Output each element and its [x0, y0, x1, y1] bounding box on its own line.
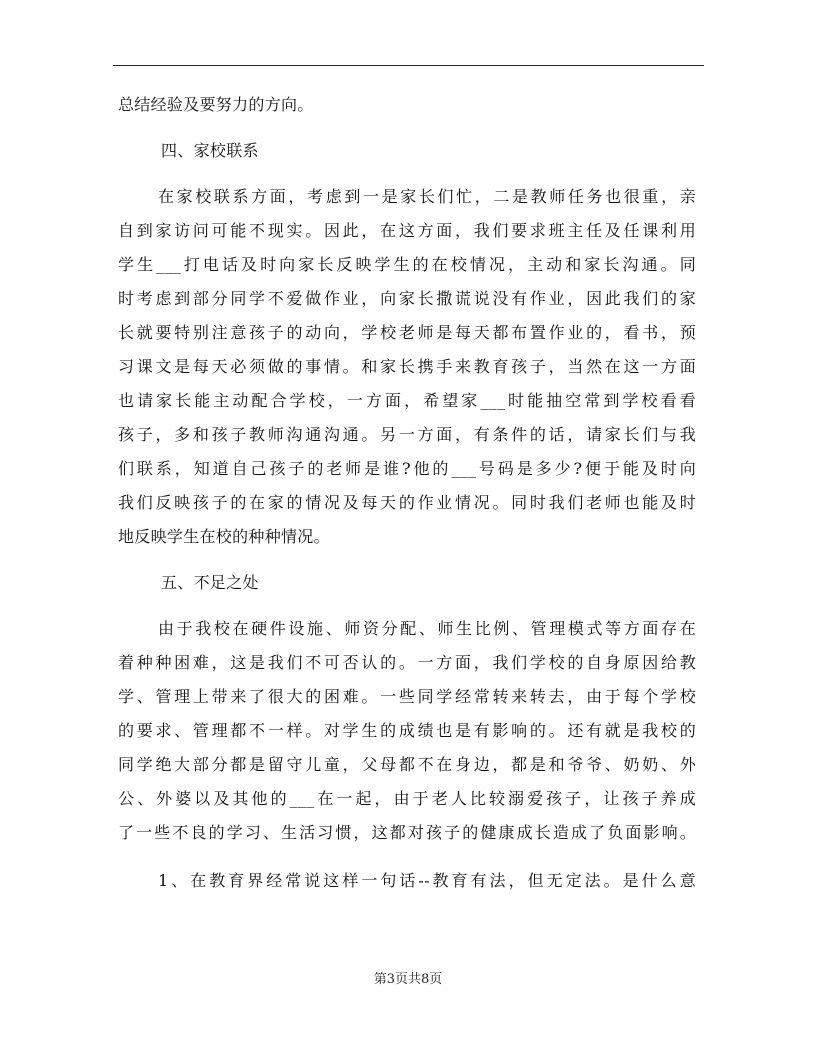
paragraph-line: 们联系，知道自己孩子的老师是谁?他的___号码是多少?便于能及时向	[118, 459, 696, 478]
paragraph-line: 也请家长能主动配合学校，一方面，希望家___时能抽空常到学校看看	[118, 391, 696, 410]
paragraph-line: 地反映学生在校的种种情况。	[118, 527, 330, 546]
paragraph-line: 着种种困难，这是我们不可否认的。一方面，我们学校的自身原因给教	[118, 653, 696, 672]
paragraph-line: 了一些不良的学习、生活习惯，这都对孩子的健康成长造成了负面影响。	[118, 823, 696, 842]
page-number: 第3页共8页	[373, 972, 443, 987]
document-body	[118, 88, 696, 898]
numbered-item-1: 1、在教育界经常说这样一句话--教育有法，但无定法。是什么意	[158, 871, 696, 890]
section-heading-shortcomings: 五、不足之处	[161, 573, 259, 592]
paragraph-line: 孩子，多和孩子教师沟通沟通。另一方面，有条件的话，请家长们与我	[118, 425, 696, 444]
paragraph-line: 公、外婆以及其他的___在一起，由于老人比较溺爱孩子，让孩子养成	[118, 789, 696, 808]
paragraph-line: 长就要特别注意孩子的动向，学校老师是每天都布置作业的，看书，预	[118, 323, 696, 342]
paragraph-line: 总结经验及要努力的方向。	[118, 95, 314, 114]
paragraph-line: 在家校联系方面，考虑到一是家长们忙，二是教师任务也很重，亲	[158, 187, 696, 206]
section-heading-home-school: 四、家校联系	[161, 141, 259, 160]
paragraph-line: 学、管理上带来了很大的困难。一些同学经常转来转去，由于每个学校	[118, 687, 696, 706]
paragraph-line: 的要求、管理都不一样。对学生的成绩也是有影响的。还有就是我校的	[118, 721, 696, 740]
paragraph-line: 习课文是每天必须做的事情。和家长携手来教育孩子，当然在这一方面	[118, 357, 696, 376]
paragraph-line: 学生___打电话及时向家长反映学生的在校情况，主动和家长沟通。同	[118, 255, 696, 274]
header-rule	[113, 65, 704, 66]
paragraph-line: 自到家访问可能不现实。因此，在这方面，我们要求班主任及任课利用	[118, 221, 696, 240]
paragraph-line: 由于我校在硬件设施、师资分配、师生比例、管理模式等方面存在	[158, 619, 696, 638]
paragraph-line: 时考虑到部分同学不爱做作业，向家长撒谎说没有作业，因此我们的家	[118, 289, 696, 308]
paragraph-line: 我们反映孩子的在家的情况及每天的作业情况。同时我们老师也能及时	[118, 493, 696, 512]
paragraph-line: 同学绝大部分都是留守儿童，父母都不在身边，都是和爷爷、奶奶、外	[118, 755, 696, 774]
